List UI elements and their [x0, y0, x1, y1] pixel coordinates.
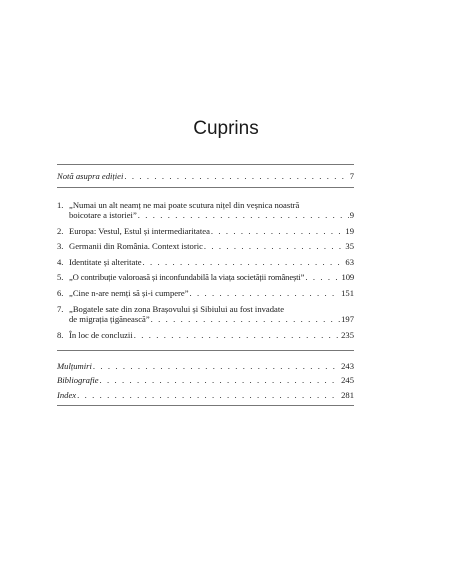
leader-dots: [190, 288, 341, 299]
leader-dots: [211, 226, 345, 237]
toc-entry-page: 281: [341, 390, 354, 400]
toc-entry-label: Index: [57, 390, 77, 400]
chapter-page: 63: [345, 257, 354, 267]
leader-dots: [143, 257, 345, 268]
leader-dots: [138, 210, 349, 221]
chapter-title: Europa: Vestul, Estul și intermediaritatea: [69, 226, 210, 236]
chapter-page: 109: [341, 272, 354, 282]
chapter-page: 235: [341, 330, 354, 340]
separator-bottom: [57, 405, 354, 406]
chapter-title-line1: „Numai un alt neamț ne mai poate scutura nițel din veșnica noastră: [69, 200, 300, 210]
toc-entry-label: Bibliografie: [57, 375, 99, 385]
chapter-page: 9: [349, 210, 354, 220]
separator-top: [57, 164, 354, 165]
chapter-page: 197: [341, 314, 354, 324]
chapter-number: 4.: [57, 257, 64, 267]
chapter-title: Identitate și alteritate: [69, 257, 142, 267]
toc-entry-multumiri[interactable]: [57, 361, 354, 372]
leader-dots: [134, 330, 340, 341]
leader-dots: [204, 241, 345, 252]
toc-entry-page: 245: [341, 375, 354, 385]
chapter-number: 1.: [57, 200, 64, 210]
leader-dots: [93, 361, 340, 372]
chapter-title: boicotare a istoriei”: [69, 210, 137, 220]
toc-entry-page: 7: [349, 171, 354, 181]
chapter-number: 2.: [57, 226, 64, 236]
chapter-page: 151: [341, 288, 354, 298]
toc-entry-label: Mulțumiri: [57, 361, 92, 371]
leader-dots: [124, 171, 348, 182]
leader-dots: [77, 390, 340, 401]
toc-entry-label: Notă asupra ediției: [57, 171, 124, 181]
chapter-title-line1: „Bogatele sate din zona Brașovului și Sibiului au fost invadate: [69, 304, 285, 314]
leader-dots: [100, 375, 341, 386]
toc-entry-index[interactable]: [57, 390, 354, 401]
chapter-page: 19: [345, 226, 354, 236]
chapter-title: În loc de concluzii: [69, 330, 133, 340]
chapter-title: „O contribuție valoroasă și inconfundabilă la viața societății românești”: [69, 272, 305, 282]
toc-entry-nota[interactable]: [57, 171, 354, 182]
toc-entry-page: 243: [341, 361, 354, 371]
chapter-number: 5.: [57, 272, 64, 282]
chapter-number: 3.: [57, 241, 64, 251]
chapter-title: Germanii din România. Context istoric: [69, 241, 203, 251]
chapter-title: de migrația țigănească”: [69, 314, 150, 324]
chapter-page: 35: [345, 241, 354, 251]
chapter-number: 6.: [57, 288, 64, 298]
chapter-number: 7.: [57, 304, 64, 314]
separator-middle: [57, 187, 354, 188]
separator-lower: [57, 350, 354, 351]
toc-entry-bibliografie[interactable]: [57, 375, 354, 386]
page-title: Cuprins: [193, 118, 259, 139]
chapter-title: „Cine n-are nemți să și-i cumpere”: [69, 288, 189, 298]
leader-dots: [151, 314, 340, 325]
chapter-number: 8.: [57, 330, 64, 340]
leader-dots: [305, 272, 340, 283]
